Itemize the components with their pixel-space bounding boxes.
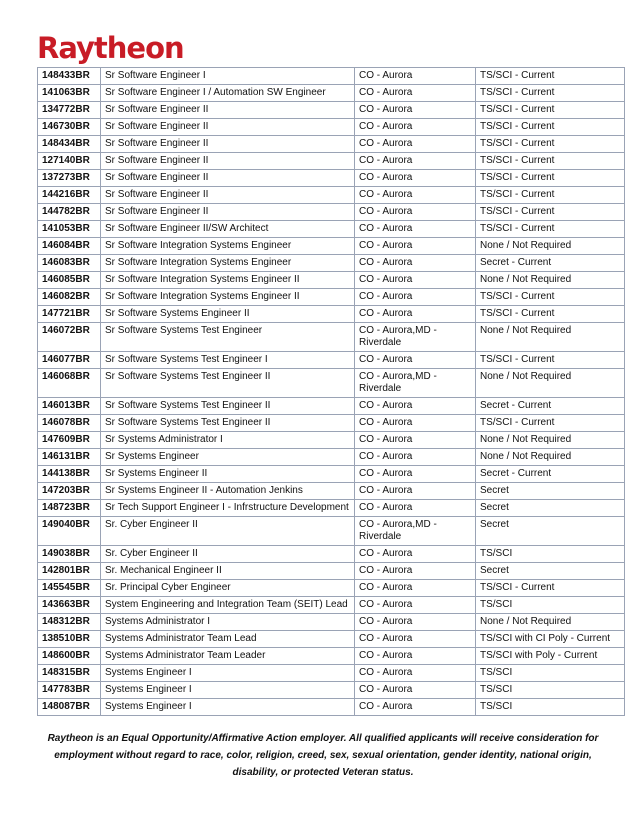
job-location-cell: CO - Aurora bbox=[355, 597, 476, 614]
table-row bbox=[38, 614, 625, 631]
job-id-cell: 145545BR bbox=[38, 580, 101, 597]
table-row bbox=[38, 119, 625, 136]
table-row bbox=[38, 238, 625, 255]
job-title-cell: Sr. Mechanical Engineer II bbox=[101, 563, 355, 580]
job-id-cell: 146084BR bbox=[38, 238, 101, 255]
job-listings-table bbox=[37, 67, 625, 716]
job-title-cell: Systems Administrator I bbox=[101, 614, 355, 631]
table-row bbox=[38, 306, 625, 323]
job-clearance-cell: TS/SCI bbox=[476, 682, 625, 699]
job-id-cell: 146013BR bbox=[38, 398, 101, 415]
table-row bbox=[38, 597, 625, 614]
job-id-cell: 146131BR bbox=[38, 449, 101, 466]
table-row bbox=[38, 466, 625, 483]
job-clearance-cell: TS/SCI - Current bbox=[476, 153, 625, 170]
job-title-cell: Sr Systems Engineer bbox=[101, 449, 355, 466]
job-location-cell: CO - Aurora,MD - Riverdale bbox=[355, 517, 476, 546]
job-clearance-cell: TS/SCI bbox=[476, 665, 625, 682]
job-location-cell: CO - Aurora bbox=[355, 255, 476, 272]
job-title-cell: Sr Software Systems Test Engineer II bbox=[101, 415, 355, 432]
table-row bbox=[38, 272, 625, 289]
job-title-cell: Sr Software Engineer II bbox=[101, 119, 355, 136]
job-title-cell: Sr Systems Administrator I bbox=[101, 432, 355, 449]
job-id-cell: 146072BR bbox=[38, 323, 101, 352]
job-id-cell: 127140BR bbox=[38, 153, 101, 170]
job-id-cell: 147203BR bbox=[38, 483, 101, 500]
table-row bbox=[38, 483, 625, 500]
job-clearance-cell: TS/SCI bbox=[476, 699, 625, 716]
job-id-cell: 148434BR bbox=[38, 136, 101, 153]
job-location-cell: CO - Aurora bbox=[355, 170, 476, 187]
job-location-cell: CO - Aurora bbox=[355, 352, 476, 369]
job-clearance-cell: TS/SCI - Current bbox=[476, 221, 625, 238]
job-location-cell: CO - Aurora bbox=[355, 483, 476, 500]
table-row bbox=[38, 221, 625, 238]
table-row bbox=[38, 136, 625, 153]
job-clearance-cell: Secret - Current bbox=[476, 398, 625, 415]
job-clearance-cell: TS/SCI - Current bbox=[476, 289, 625, 306]
table-row bbox=[38, 631, 625, 648]
job-location-cell: CO - Aurora bbox=[355, 119, 476, 136]
job-clearance-cell: TS/SCI - Current bbox=[476, 119, 625, 136]
table-row bbox=[38, 352, 625, 369]
job-id-cell: 146083BR bbox=[38, 255, 101, 272]
job-clearance-cell: TS/SCI - Current bbox=[476, 352, 625, 369]
job-clearance-cell: Secret - Current bbox=[476, 255, 625, 272]
job-title-cell: Sr Software Engineer II/SW Architect bbox=[101, 221, 355, 238]
job-location-cell: CO - Aurora bbox=[355, 449, 476, 466]
job-clearance-cell: Secret bbox=[476, 517, 625, 546]
job-clearance-cell: None / Not Required bbox=[476, 323, 625, 352]
job-id-cell: 137273BR bbox=[38, 170, 101, 187]
job-title-cell: Sr Software Systems Engineer II bbox=[101, 306, 355, 323]
job-clearance-cell: TS/SCI with Poly - Current bbox=[476, 648, 625, 665]
job-id-cell: 144138BR bbox=[38, 466, 101, 483]
job-title-cell: Sr Software Systems Test Engineer bbox=[101, 323, 355, 352]
table-row bbox=[38, 398, 625, 415]
job-id-cell: 144782BR bbox=[38, 204, 101, 221]
job-location-cell: CO - Aurora,MD - Riverdale bbox=[355, 323, 476, 352]
job-location-cell: CO - Aurora bbox=[355, 665, 476, 682]
job-id-cell: 146730BR bbox=[38, 119, 101, 136]
table-row bbox=[38, 648, 625, 665]
job-id-cell: 146082BR bbox=[38, 289, 101, 306]
job-id-cell: 147721BR bbox=[38, 306, 101, 323]
job-location-cell: CO - Aurora bbox=[355, 563, 476, 580]
job-id-cell: 148087BR bbox=[38, 699, 101, 716]
job-location-cell: CO - Aurora bbox=[355, 136, 476, 153]
table-row bbox=[38, 255, 625, 272]
job-title-cell: Systems Engineer I bbox=[101, 699, 355, 716]
job-clearance-cell: None / Not Required bbox=[476, 614, 625, 631]
job-title-cell: Sr Software Engineer II bbox=[101, 153, 355, 170]
job-title-cell: Sr. Principal Cyber Engineer bbox=[101, 580, 355, 597]
job-id-cell: 143663BR bbox=[38, 597, 101, 614]
job-id-cell: 134772BR bbox=[38, 102, 101, 119]
job-id-cell: 146068BR bbox=[38, 369, 101, 398]
table-row bbox=[38, 415, 625, 432]
job-location-cell: CO - Aurora bbox=[355, 272, 476, 289]
table-row bbox=[38, 449, 625, 466]
job-id-cell: 146085BR bbox=[38, 272, 101, 289]
table-row bbox=[38, 665, 625, 682]
job-location-cell: CO - Aurora bbox=[355, 614, 476, 631]
table-row bbox=[38, 68, 625, 85]
job-clearance-cell: None / Not Required bbox=[476, 369, 625, 398]
raytheon-logo: Raytheon bbox=[37, 31, 184, 65]
job-location-cell: CO - Aurora,MD - Riverdale bbox=[355, 369, 476, 398]
job-title-cell: Sr Software Engineer I / Automation SW Engineer bbox=[101, 85, 355, 102]
job-location-cell: CO - Aurora bbox=[355, 432, 476, 449]
job-id-cell: 147609BR bbox=[38, 432, 101, 449]
job-clearance-cell: TS/SCI - Current bbox=[476, 85, 625, 102]
job-location-cell: CO - Aurora bbox=[355, 682, 476, 699]
table-row bbox=[38, 102, 625, 119]
job-location-cell: CO - Aurora bbox=[355, 580, 476, 597]
job-id-cell: 148433BR bbox=[38, 68, 101, 85]
job-id-cell: 142801BR bbox=[38, 563, 101, 580]
job-title-cell: Sr Systems Engineer II - Automation Jenkins bbox=[101, 483, 355, 500]
job-id-cell: 149040BR bbox=[38, 517, 101, 546]
job-title-cell: Sr Software Engineer I bbox=[101, 68, 355, 85]
job-clearance-cell: TS/SCI bbox=[476, 597, 625, 614]
table-row bbox=[38, 187, 625, 204]
job-location-cell: CO - Aurora bbox=[355, 306, 476, 323]
job-title-cell: Sr Tech Support Engineer I - Infrstructure Development bbox=[101, 500, 355, 517]
job-clearance-cell: TS/SCI - Current bbox=[476, 306, 625, 323]
job-clearance-cell: TS/SCI - Current bbox=[476, 415, 625, 432]
job-location-cell: CO - Aurora bbox=[355, 289, 476, 306]
job-clearance-cell: Secret bbox=[476, 563, 625, 580]
job-id-cell: 148723BR bbox=[38, 500, 101, 517]
job-location-cell: CO - Aurora bbox=[355, 85, 476, 102]
job-clearance-cell: Secret - Current bbox=[476, 466, 625, 483]
table-row bbox=[38, 682, 625, 699]
job-location-cell: CO - Aurora bbox=[355, 546, 476, 563]
job-title-cell: Sr Software Engineer II bbox=[101, 187, 355, 204]
job-clearance-cell: None / Not Required bbox=[476, 432, 625, 449]
job-id-cell: 141063BR bbox=[38, 85, 101, 102]
table-row bbox=[38, 500, 625, 517]
job-location-cell: CO - Aurora bbox=[355, 699, 476, 716]
job-id-cell: 149038BR bbox=[38, 546, 101, 563]
job-clearance-cell: TS/SCI with CI Poly - Current bbox=[476, 631, 625, 648]
job-id-cell: 144216BR bbox=[38, 187, 101, 204]
job-title-cell: Sr Systems Engineer II bbox=[101, 466, 355, 483]
job-title-cell: Sr Software Systems Test Engineer II bbox=[101, 398, 355, 415]
job-title-cell: Sr Software Engineer II bbox=[101, 102, 355, 119]
job-id-cell: 148315BR bbox=[38, 665, 101, 682]
table-row bbox=[38, 204, 625, 221]
job-location-cell: CO - Aurora bbox=[355, 187, 476, 204]
job-clearance-cell: TS/SCI - Current bbox=[476, 187, 625, 204]
table-row bbox=[38, 289, 625, 306]
job-location-cell: CO - Aurora bbox=[355, 466, 476, 483]
table-row bbox=[38, 546, 625, 563]
job-title-cell: Sr Software Systems Test Engineer I bbox=[101, 352, 355, 369]
job-id-cell: 147783BR bbox=[38, 682, 101, 699]
job-location-cell: CO - Aurora bbox=[355, 648, 476, 665]
job-id-cell: 148312BR bbox=[38, 614, 101, 631]
table-row bbox=[38, 563, 625, 580]
eeo-statement: Raytheon is an Equal Opportunity/Affirmative Action employer. All qualified applicants will receive consideration for employment without regard to race, color, religion, creed, sex, sexual orientation, gender identity, national origin, disability, or protected Veteran status. bbox=[47, 733, 599, 778]
job-id-cell: 146077BR bbox=[38, 352, 101, 369]
job-title-cell: Sr. Cyber Engineer II bbox=[101, 517, 355, 546]
job-clearance-cell: TS/SCI bbox=[476, 546, 625, 563]
job-id-cell: 141053BR bbox=[38, 221, 101, 238]
job-clearance-cell: Secret bbox=[476, 483, 625, 500]
job-location-cell: CO - Aurora bbox=[355, 204, 476, 221]
job-title-cell: Sr Software Engineer II bbox=[101, 204, 355, 221]
table-row bbox=[38, 170, 625, 187]
job-title-cell: Sr Software Integration Systems Engineer II bbox=[101, 289, 355, 306]
job-location-cell: CO - Aurora bbox=[355, 631, 476, 648]
job-clearance-cell: None / Not Required bbox=[476, 449, 625, 466]
job-title-cell: Systems Administrator Team Leader bbox=[101, 648, 355, 665]
job-title-cell: Sr Software Engineer II bbox=[101, 170, 355, 187]
job-clearance-cell: TS/SCI - Current bbox=[476, 580, 625, 597]
table-row bbox=[38, 153, 625, 170]
job-title-cell: Sr Software Integration Systems Engineer II bbox=[101, 272, 355, 289]
job-location-cell: CO - Aurora bbox=[355, 415, 476, 432]
table-row bbox=[38, 323, 625, 352]
job-location-cell: CO - Aurora bbox=[355, 221, 476, 238]
job-location-cell: CO - Aurora bbox=[355, 238, 476, 255]
job-clearance-cell: None / Not Required bbox=[476, 272, 625, 289]
job-location-cell: CO - Aurora bbox=[355, 153, 476, 170]
job-location-cell: CO - Aurora bbox=[355, 398, 476, 415]
job-title-cell: Systems Engineer I bbox=[101, 682, 355, 699]
table-row bbox=[38, 432, 625, 449]
job-clearance-cell: TS/SCI - Current bbox=[476, 170, 625, 187]
job-clearance-cell: TS/SCI - Current bbox=[476, 204, 625, 221]
table-row bbox=[38, 517, 625, 546]
job-clearance-cell: Secret bbox=[476, 500, 625, 517]
job-location-cell: CO - Aurora bbox=[355, 102, 476, 119]
job-clearance-cell: TS/SCI - Current bbox=[476, 102, 625, 119]
job-title-cell: Sr Software Integration Systems Engineer bbox=[101, 238, 355, 255]
job-id-cell: 146078BR bbox=[38, 415, 101, 432]
job-title-cell: Sr. Cyber Engineer II bbox=[101, 546, 355, 563]
table-row bbox=[38, 369, 625, 398]
job-id-cell: 148600BR bbox=[38, 648, 101, 665]
table-row bbox=[38, 699, 625, 716]
job-location-cell: CO - Aurora bbox=[355, 68, 476, 85]
job-location-cell: CO - Aurora bbox=[355, 500, 476, 517]
job-title-cell: Sr Software Integration Systems Engineer bbox=[101, 255, 355, 272]
job-id-cell: 138510BR bbox=[38, 631, 101, 648]
job-title-cell: System Engineering and Integration Team (SEIT) Lead bbox=[101, 597, 355, 614]
job-title-cell: Systems Administrator Team Lead bbox=[101, 631, 355, 648]
table-row bbox=[38, 85, 625, 102]
job-clearance-cell: TS/SCI - Current bbox=[476, 68, 625, 85]
job-title-cell: Sr Software Engineer II bbox=[101, 136, 355, 153]
job-clearance-cell: TS/SCI - Current bbox=[476, 136, 625, 153]
table-row bbox=[38, 580, 625, 597]
job-clearance-cell: None / Not Required bbox=[476, 238, 625, 255]
job-title-cell: Sr Software Systems Test Engineer II bbox=[101, 369, 355, 398]
job-title-cell: Systems Engineer I bbox=[101, 665, 355, 682]
